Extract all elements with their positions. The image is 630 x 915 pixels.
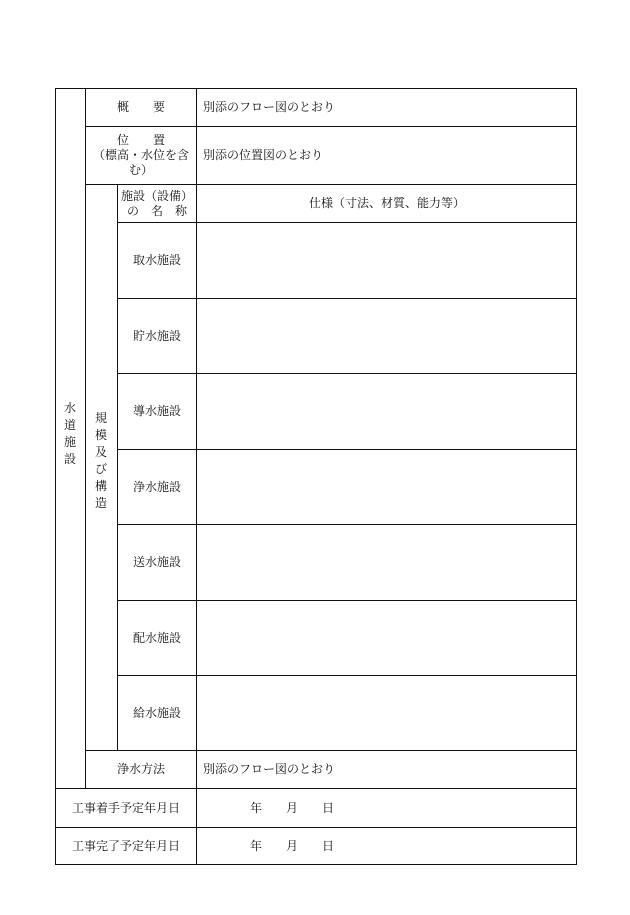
start-date-value: 年 月 日 <box>250 801 335 815</box>
facility-supply: 給水施設 <box>132 705 181 720</box>
water-facility-label: 水 道 施 設 <box>63 401 76 466</box>
facility-storage: 貯水施設 <box>132 328 181 343</box>
purification-method-value: 別添のフロー図のとおり <box>203 762 336 776</box>
facility-purification: 浄水施設 <box>132 479 181 494</box>
location-value: 別添の位置図のとおり <box>203 148 324 162</box>
start-date-label: 工事着手予定年月日 <box>71 800 180 815</box>
facility-name-header: 施設（設備） の 名 称 <box>120 188 193 218</box>
scale-structure-label: 規 模 及 び 構 造 <box>94 411 107 510</box>
overview-label: 概 要 <box>116 100 165 114</box>
purification-method-label: 浄水方法 <box>116 762 165 776</box>
facility-distribution: 配水施設 <box>132 630 181 645</box>
end-date-value: 年 月 日 <box>250 839 335 853</box>
facility-intake: 取水施設 <box>132 253 181 267</box>
overview-value: 別添のフロー図のとおり <box>203 100 336 114</box>
facility-conveyance: 導水施設 <box>132 404 181 418</box>
spec-header: 仕様（寸法、材質、能力等） <box>308 196 465 210</box>
facility-transmission: 送水施設 <box>132 555 181 569</box>
end-date-label: 工事完了予定年月日 <box>71 839 180 853</box>
location-label: 位 置 （標高・水位を含 む） <box>92 133 189 177</box>
